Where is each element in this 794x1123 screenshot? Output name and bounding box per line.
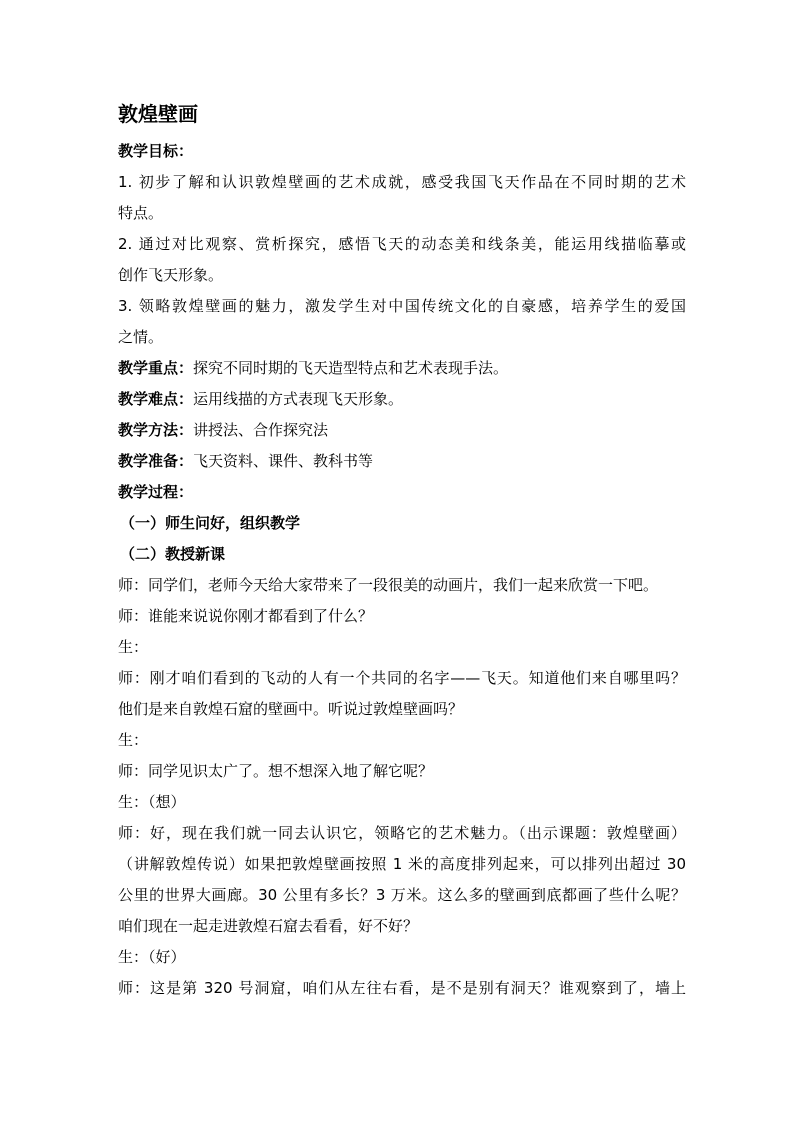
dialogue-line: 生： [118, 731, 149, 749]
key-point-text: 探究不同时期的飞天造型特点和艺术表现手法。 [193, 359, 509, 377]
dialogue-line: 师：刚才咱们看到的飞动的人有一个共同的名字——飞天。知道他们来自哪里吗？ [118, 669, 686, 687]
difficulty [118, 384, 686, 415]
objective-2-line-1: 2. 通过对比观察、赏析探究，感悟飞天的动态美和线条美，能运用线描临摹或 [118, 235, 686, 253]
section-1-heading: （一）师生问好，组织教学 [120, 514, 301, 532]
process-heading: 教学过程： [118, 483, 194, 501]
dialogue-line: 师：同学见识太广了。想不想深入地了解它呢？ [118, 762, 434, 780]
methods [118, 415, 686, 446]
objectives-heading: 教学目标： [118, 142, 194, 160]
dialogue-line: 咱们现在一起走进敦煌石窟去看看，好不好？ [118, 917, 419, 935]
dialogue-line: （讲解敦煌传说）如果把敦煌壁画按照 1 米的高度排列起来，可以排列出超过 30 [118, 855, 686, 873]
dialogue-line: 师：好，现在我们就一同去认识它，领略它的艺术魅力。（出示课题：敦煌壁画） [118, 824, 686, 842]
dialogue-line: 生：（好） [118, 948, 186, 966]
document-title: 敦煌壁画 [118, 102, 198, 126]
dialogue-line: 师：谁能来说说你刚才都看到了什么？ [118, 607, 374, 625]
preparation-text: 飞天资料、课件、教科书等 [193, 452, 374, 470]
dialogue-line: 生： [118, 638, 149, 656]
difficulty-label: 教学难点： [118, 390, 194, 408]
section-2-heading: （二）教授新课 [120, 545, 226, 563]
preparation [118, 446, 686, 477]
objective-2-line-2: 创作飞天形象。 [118, 266, 224, 284]
objective-1-line-1: 1. 初步了解和认识敦煌壁画的艺术成就，感受我国飞天作品在不同时期的艺术 [118, 173, 686, 191]
dialogue-line: 他们是来自敦煌石窟的壁画中。听说过敦煌壁画吗？ [118, 700, 464, 718]
dialogue-line: 师：这是第 320 号洞窟，咱们从左往右看，是不是别有洞天？谁观察到了，墙上 [118, 979, 686, 997]
objective-3-line-1: 3. 领略敦煌壁画的魅力，激发学生对中国传统文化的自豪感，培养学生的爱国 [118, 297, 686, 315]
difficulty-text: 运用线描的方式表现飞天形象。 [193, 390, 404, 408]
methods-text: 讲授法、合作探究法 [193, 421, 329, 439]
objective-3-line-2: 之情。 [118, 328, 164, 346]
objective-1-line-2: 特点。 [118, 204, 164, 222]
dialogue-line: 师：同学们，老师今天给大家带来了一段很美的动画片，我们一起来欣赏一下吧。 [118, 576, 659, 594]
dialogue-line: 生：（想） [118, 793, 186, 811]
document-page [118, 100, 686, 1004]
dialogue-line: 公里的世界大画廊。30 公里有多长？3 万米。这么多的壁画到底都画了些什么呢？ [118, 886, 686, 904]
methods-label: 教学方法： [118, 421, 194, 439]
preparation-label: 教学准备： [118, 452, 194, 470]
key-point-label: 教学重点： [118, 359, 194, 377]
key-point [118, 353, 686, 384]
